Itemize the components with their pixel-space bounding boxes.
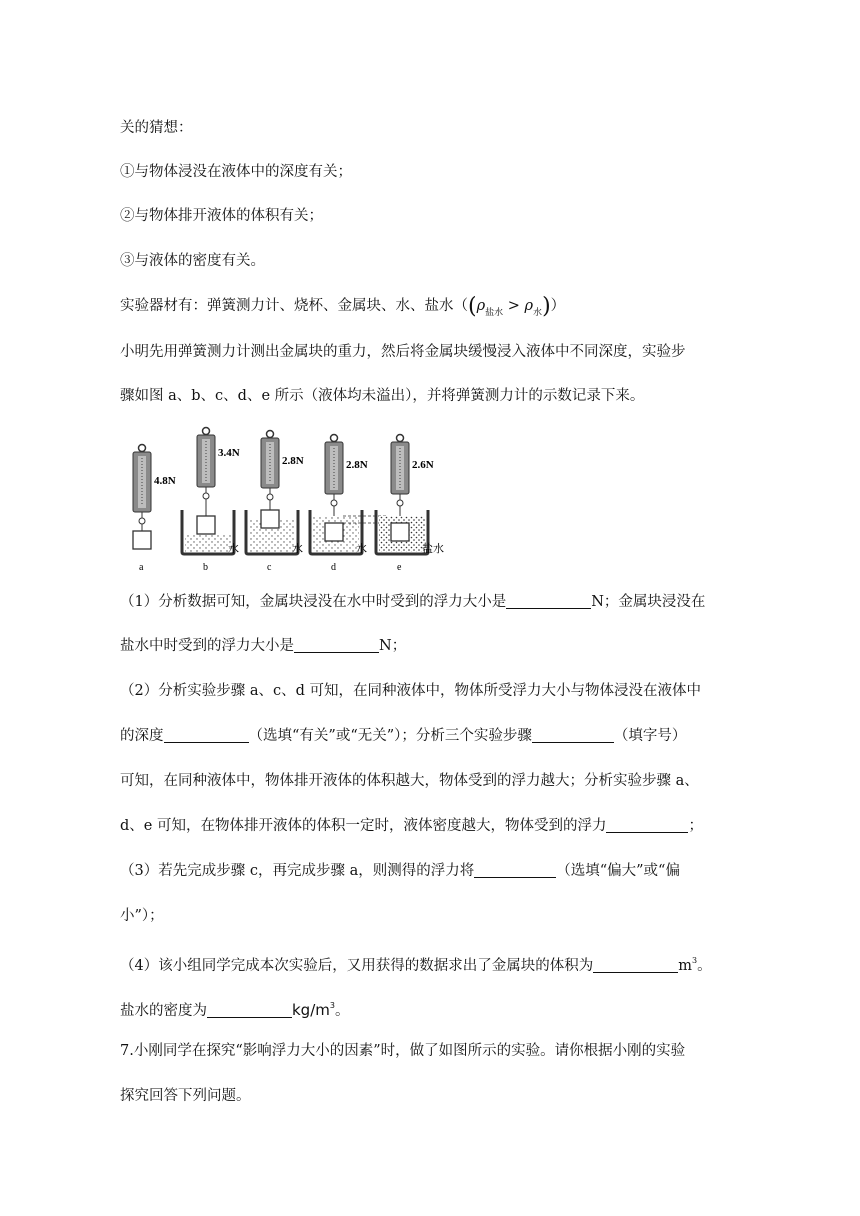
spring-scale: [325, 435, 343, 507]
q3-blank[interactable]: [474, 863, 556, 878]
question-1-line-2: [120, 636, 406, 656]
problem-7-line-1: 7.小刚同学在探究“影响浮力大小的因素”时，做了如图所示的实验。请你根据小刚的实验: [120, 1043, 686, 1059]
q4-text: 。: [334, 1003, 350, 1019]
metal-block: [391, 523, 409, 541]
hypothesis-3: ③与液体的密度有关。: [120, 253, 265, 269]
spring-scale: [197, 428, 215, 500]
density-inequality: $(\rho_{盐水} > \rho_水)$: [468, 294, 551, 319]
q1-blank-water-buoyancy[interactable]: [506, 594, 591, 609]
question-3-line-1: [120, 861, 680, 881]
q2-text: ；: [688, 818, 703, 834]
setup-b: [182, 428, 240, 574]
spring-scale: [391, 435, 409, 507]
rho-subscript-brine: 盐水: [485, 308, 504, 318]
unit-kg-per-m3: [292, 1001, 335, 1019]
steps-line-1: 小明先用弹簧测力计测出金属块的重力，然后将金属块缓慢浸入液体中不同深度，实验步: [120, 344, 686, 360]
question-3-line-2: 小”）；: [120, 908, 164, 924]
liquid-label-e: 盐水: [422, 542, 444, 555]
reading-d: 2.8N: [346, 459, 368, 471]
question-2-line-1: （2）分析实验步骤 a、c、d 可知，在同种液体中，物体所受浮力大小与物体浸没在液体中: [120, 683, 701, 699]
setup-a: [133, 445, 176, 574]
metal-block: [261, 510, 279, 528]
equipment-line: [120, 296, 565, 323]
question-4-line-2: [120, 996, 349, 1021]
unit-exponent: 3: [691, 956, 698, 965]
steps-line-2: 骤如图 a、b、c、d、e 所示（液体均未溢出），并将弹簧测力计的示数记录下来。: [120, 388, 645, 404]
q2-blank-density[interactable]: [606, 818, 688, 833]
metal-block: [197, 516, 215, 534]
unit-text: kg/m: [292, 1001, 330, 1019]
q4-blank-brine-density[interactable]: [207, 1003, 292, 1018]
q3-text: （选填“偏大”或“偏: [556, 863, 680, 879]
unit-m: m: [678, 958, 692, 974]
q2-text: d、e 可知，在物体排开液体的体积一定时，液体密度越大，物体受到的浮力: [120, 818, 607, 834]
liquid-label-b: 水: [228, 542, 239, 555]
equipment-text: 实验器材有：弹簧测力计、烧杯、金属块、水、盐水（: [120, 298, 468, 314]
setup-d: [310, 435, 368, 574]
spring-scale: [133, 445, 151, 525]
q4-text: 盐水的密度为: [120, 1003, 207, 1019]
rho-subscript-water: 水: [533, 308, 543, 318]
q2-text: （填字号）: [613, 728, 687, 744]
question-2-line-3: 可知，在同种液体中，物体排开液体的体积越大，物体受到的浮力越大；分析实验步骤 a、: [120, 773, 699, 789]
step-label-a: a: [139, 562, 144, 573]
q1-text: 盐水中时受到的浮力大小是: [120, 638, 294, 654]
q4-blank-volume[interactable]: [593, 958, 678, 973]
reading-a: 4.8N: [154, 475, 176, 487]
question-4-line-1: [120, 951, 712, 976]
experiment-figure: [120, 426, 460, 574]
q3-text: （3）若先完成步骤 c，再完成步骤 a，则测得的浮力将: [120, 863, 475, 879]
water: [185, 534, 231, 552]
q1-blank-brine-buoyancy[interactable]: [294, 638, 379, 653]
hypothesis-2: ②与物体排开液体的体积有关；: [120, 208, 323, 224]
q4-text: （4）该小组同学完成本次实验后，又用获得的数据求出了金属块的体积为: [120, 958, 594, 974]
intro-line: 关的猜想：: [120, 120, 193, 136]
reading-e: 2.6N: [412, 459, 434, 471]
question-1-line-1: [120, 592, 705, 612]
rho-symbol: ρ: [476, 298, 486, 314]
liquid-label-d: 水: [356, 542, 367, 555]
greater-than: >: [507, 298, 520, 314]
reading-b: 3.4N: [218, 447, 240, 459]
q2-text: （选填“有关”或“无关”）；分析三个实验步骤: [248, 728, 532, 744]
metal-block: [325, 523, 343, 541]
problem-7-line-2: 探究回答下列问题。: [120, 1088, 251, 1104]
q2-blank-depth[interactable]: [164, 728, 249, 743]
q1-text: N；: [379, 638, 407, 654]
q2-text: 的深度: [120, 728, 164, 744]
hypothesis-1: ①与物体浸没在液体中的深度有关；: [120, 164, 352, 180]
step-label-e: e: [397, 562, 402, 573]
q1-text: （1）分析数据可知，金属块浸没在水中时受到的浮力大小是: [120, 594, 507, 610]
setup-c: [246, 431, 304, 574]
rho-symbol: ρ: [524, 298, 534, 314]
question-2-line-4: [120, 816, 703, 836]
metal-block: [133, 531, 151, 549]
q4-text: 。: [697, 958, 712, 974]
unit-exponent: 3: [329, 1001, 335, 1010]
question-2-line-2: [120, 726, 686, 746]
equipment-end: ）: [550, 298, 566, 314]
liquid-label-c: 水: [292, 542, 303, 555]
q2-blank-steps[interactable]: [532, 728, 614, 743]
reading-c: 2.8N: [282, 455, 304, 467]
step-label-d: d: [331, 562, 336, 573]
spring-scale: [261, 431, 279, 501]
setup-e: [376, 435, 444, 574]
q1-text: N；金属块浸没在: [591, 594, 706, 610]
step-label-b: b: [203, 562, 208, 573]
step-label-c: c: [267, 562, 272, 573]
